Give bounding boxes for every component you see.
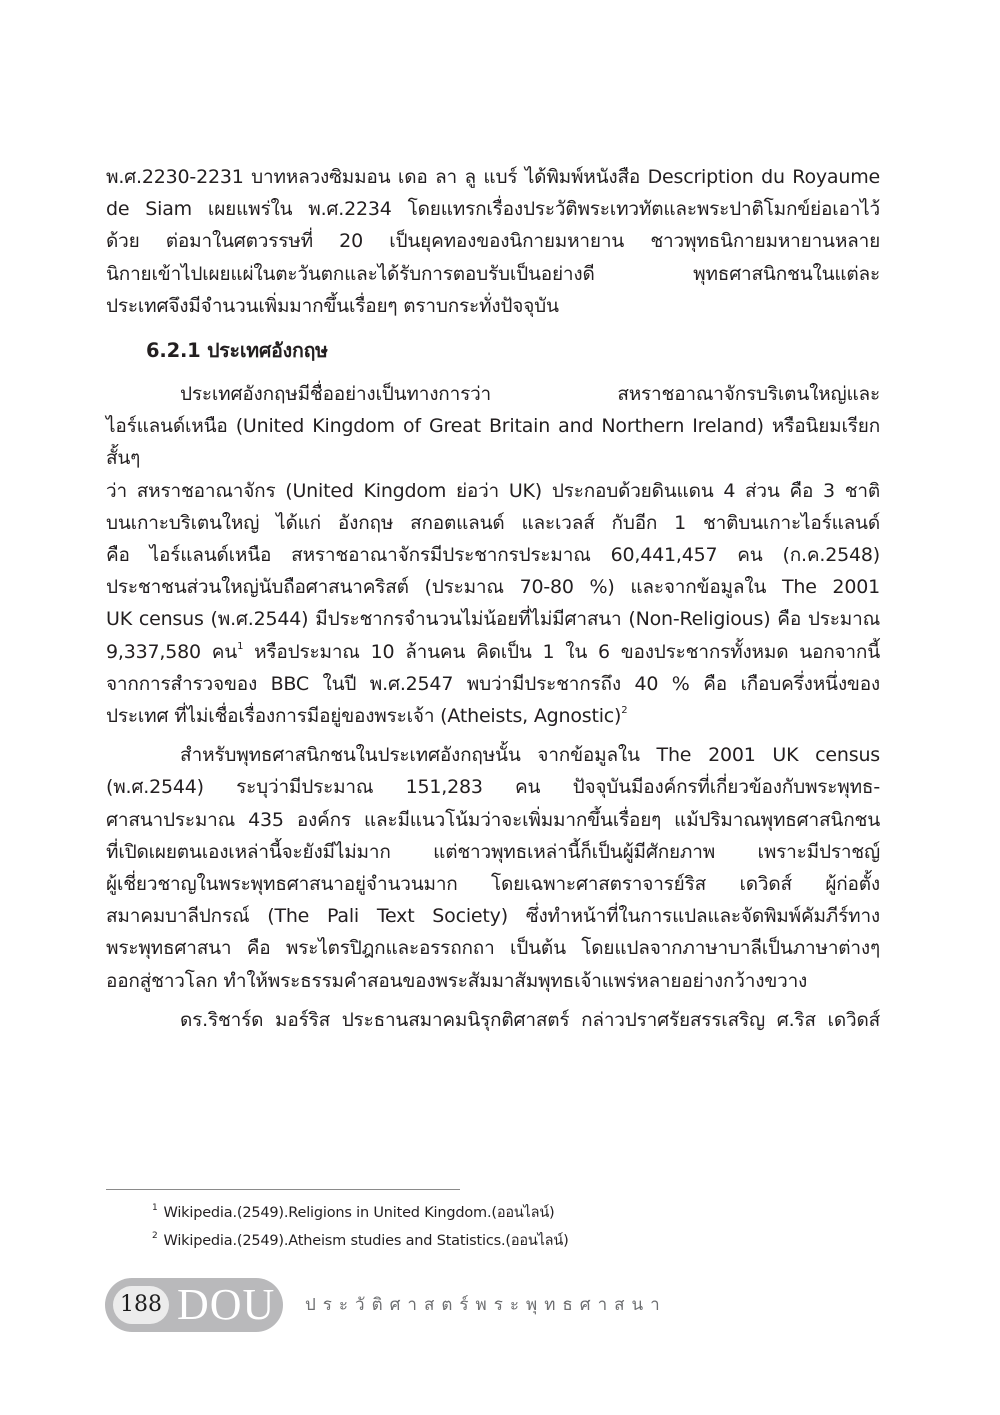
- text-line: จากการสำรวจของ BBC ในปี พ.ศ.2547 พบว่ามีประชากรถึง 40 % คือ เกือบครึ่งหนึ่งของ: [106, 672, 880, 695]
- text-line: ประเทศจึงมีจำนวนเพิ่มมากขึ้นเรื่อยๆ ตราบกระทั่งปัจจุบัน: [106, 294, 559, 317]
- footnote-text: Wikipedia.(2549).Religions in United Kingdom.(ออนไลน์): [163, 1205, 555, 1221]
- text-line: UK census (พ.ศ.2544) มีประชากรจำนวนไม่น้อยที่ไม่มีศาสนา (Non-Religious) คือ ประมาณ: [106, 608, 880, 631]
- text-line: ไอร์แลนด์เหนือ (United Kingdom of Great Britain and Northern Ireland) หรือนิยมเรียกสั้นๆ: [106, 415, 880, 470]
- dou-logo: DOU: [177, 1280, 276, 1329]
- footnote-number: 2: [152, 1231, 158, 1241]
- text-line: de Siam เผยแพร่ใน พ.ศ.2234 โดยแทรกเรื่องประวัติพระเทวทัตและพระปาติโมกข์ย่อเอาไว้: [106, 198, 880, 221]
- text-line: [106, 636, 880, 668]
- text-line: ศาสนาประมาณ 435 องค์กร และมีแนวโน้มว่าจะเพิ่มมากขึ้นเรื่อยๆ แม้ปริมาณพุทธศาสนิกชน: [106, 808, 880, 831]
- text-line: ผู้เชี่ยวชาญในพระพุทธศาสนาอยู่จำนวนมาก โดยเฉพาะศาสตราจารย์ริส เดวิดส์ ผู้ก่อตั้ง: [106, 873, 880, 896]
- footnote-1: [152, 1199, 569, 1227]
- text-segment: 9,337,580 คน: [106, 640, 238, 663]
- footnote-ref-2[interactable]: 2: [621, 705, 628, 717]
- footnote-2: [152, 1227, 569, 1255]
- text-segment: หรือประมาณ 10 ล้านคน คิดเป็น 1 ใน 6 ของประชากรทั้งหมด นอกจากนี้: [243, 640, 880, 663]
- body-text: [106, 161, 880, 1036]
- text-segment: ประเทศ ที่ไม่เชื่อเรื่องการมีอยู่ของพระเจ้า (Atheists, Agnostic): [106, 705, 622, 728]
- text-line: สมาคมบาลีปกรณ์ (The Pali Text Society) ซึ่งทำหน้าที่ในการแปลและจัดพิมพ์คัมภีร์ทาง: [106, 905, 880, 928]
- text-line: พระพุทธศาสนา คือ พระไตรปิฎกและอรรถกถา เป็นต้น โดยแปลจากภาษาบาลีเป็นภาษาต่างๆ: [106, 937, 880, 960]
- text-line: ประชาชนส่วนใหญ่นับถือศาสนาคริสต์ (ประมาณ 70-80 %) และจากข้อมูลใน The 2001: [106, 576, 880, 599]
- footnote-text: Wikipedia.(2549).Atheism studies and Statistics.(ออนไลน์): [163, 1233, 569, 1249]
- page-number: 188: [113, 1286, 169, 1324]
- text-line: คือ ไอร์แลนด์เหนือ สหราชอาณาจักรมีประชากรประมาณ 60,441,457 คน (ก.ค.2548): [106, 544, 880, 567]
- running-title: ประวัติศาสตร์พระพุทธศาสนา: [305, 1295, 667, 1315]
- text-line: ว่า สหราชอาณาจักร (United Kingdom ย่อว่า UK) ประกอบด้วยดินแดน 4 ส่วน คือ 3 ชาติ: [106, 479, 880, 502]
- footnote-ref-1[interactable]: 1: [237, 640, 244, 652]
- paragraph-3: [106, 1004, 880, 1036]
- paragraph-1: [106, 378, 880, 732]
- footnote-number: 1: [152, 1203, 158, 1213]
- text-line: [106, 700, 880, 732]
- intro-paragraph: [106, 161, 880, 322]
- text-line: สำหรับพุทธศาสนิกชนในประเทศอังกฤษนั้น จากข้อมูลใน The 2001 UK census: [180, 744, 880, 767]
- text-line: ออกสู่ชาวโลก ทำให้พระธรรมคำสอนของพระสัมมาสัมพุทธเจ้าแพร่หลายอย่างกว้างขวาง: [106, 969, 808, 992]
- footnotes: [152, 1199, 569, 1255]
- text-line: ที่เปิดเผยตนเองเหล่านี้จะยังมีไม่มาก แต่ชาวพุทธเหล่านี้ก็เป็นผู้มีศักยภาพ เพราะมีปราชญ์: [106, 840, 880, 863]
- page-badge: [105, 1278, 283, 1332]
- text-line: (พ.ศ.2544) ระบุว่ามีประมาณ 151,283 คน ปัจจุบันมีองค์กรที่เกี่ยวข้องกับพระพุทธ-: [106, 776, 880, 799]
- paragraph-2: [106, 739, 880, 997]
- text-line: บนเกาะบริเตนใหญ่ ได้แก่ อังกฤษ สกอตแลนด์ และเวลส์ กับอีก 1 ชาติบนเกาะไอร์แลนด์: [106, 511, 880, 534]
- section-heading: 6.2.1 ประเทศอังกฤษ: [146, 339, 328, 363]
- text-line: ประเทศอังกฤษมีชื่ออย่างเป็นทางการว่า สหราชอาณาจักรบริเตนใหญ่และ: [180, 383, 880, 406]
- footnote-divider: [106, 1189, 460, 1190]
- text-line: ด้วย ต่อมาในศตวรรษที่ 20 เป็นยุคทองของนิกายมหายาน ชาวพุทธนิกายมหายานหลาย: [106, 230, 880, 253]
- text-line: พ.ศ.2230-2231 บาทหลวงซิมมอน เดอ ลา ลู แบร์ ได้พิมพ์หนังสือ Description du Royaume: [106, 166, 880, 188]
- text-line: นิกายเข้าไปเผยแผ่ในตะวันตกและได้รับการตอบรับเป็นอย่างดี พุทธศาสนิกชนในแต่ละ: [106, 262, 880, 285]
- text-line: ดร.ริชาร์ด มอร์ริส ประธานสมาคมนิรุกติศาสตร์ กล่าวปราศรัยสรรเสริญ ศ.ริส เดวิดส์: [180, 1008, 880, 1031]
